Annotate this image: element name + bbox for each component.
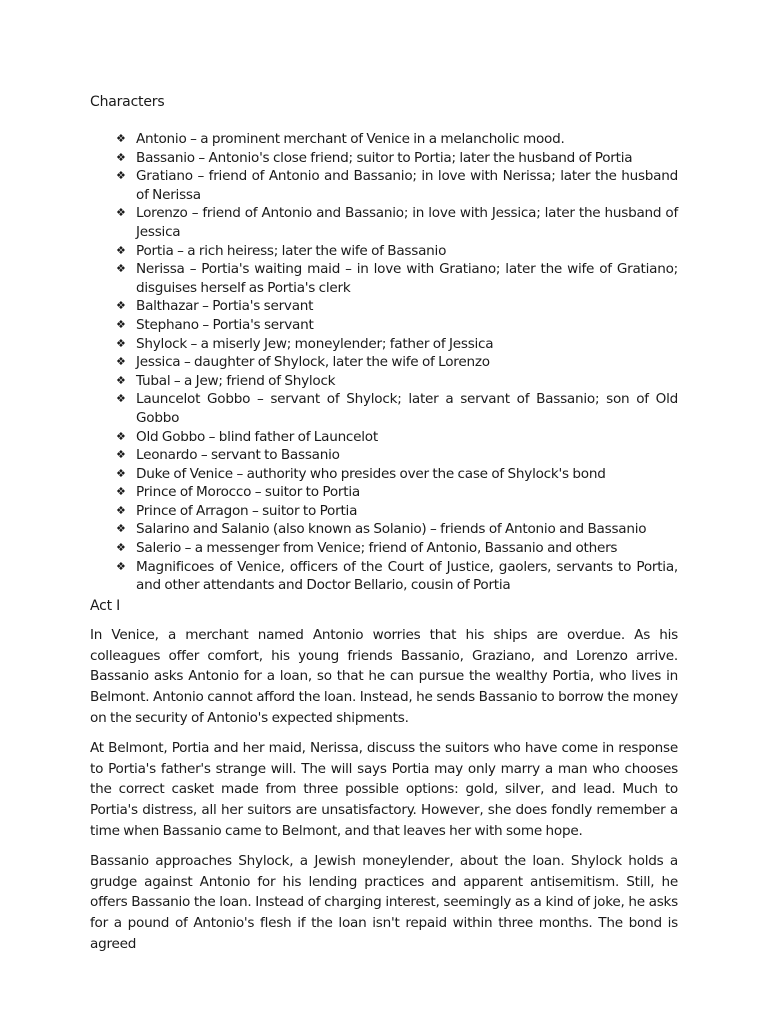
act-1-paragraph: At Belmont, Portia and her maid, Nerissa, discuss the suitors who have come in response to Portia's father's strange will. The will says Portia may only marry a man who chooses the correct casket made from three possible options: gold, silver, and lead. Much to Portia's distress, all her suitors are unsatisfactory. However, she does fondly remember a time when Bassanio came to Belmont, and that leaves her with some hope.: [90, 739, 678, 840]
list-item: [116, 316, 678, 335]
character-description: Jessica – daughter of Shylock, later the wife of Lorenzo: [136, 354, 490, 371]
list-item: [116, 539, 678, 558]
character-list: [90, 130, 678, 595]
character-description: Salerio – a messenger from Venice; friend of Antonio, Bassanio and others: [136, 540, 618, 557]
character-description: Tubal – a Jew; friend of Shylock: [136, 372, 336, 389]
diamond-bullet-icon: ❖: [116, 206, 126, 220]
character-description: Portia – a rich heiress; later the wife of Bassanio: [136, 242, 447, 259]
diamond-bullet-icon: ❖: [116, 429, 126, 443]
character-description: Launcelot Gobbo – servant of Shylock; later a servant of Bassanio; son of Old Gobbo: [136, 391, 678, 426]
act-1-heading: Act I: [90, 597, 121, 614]
diamond-bullet-icon: ❖: [116, 522, 126, 536]
character-description: Lorenzo – friend of Antonio and Bassanio; in love with Jessica; later the husband of Jessica: [136, 205, 678, 240]
list-item: [116, 149, 678, 168]
character-description: Shylock – a miserly Jew; moneylender; father of Jessica: [136, 335, 494, 352]
characters-heading: Characters: [90, 94, 165, 110]
diamond-bullet-icon: ❖: [116, 541, 126, 555]
list-item: [116, 204, 678, 241]
character-description: Duke of Venice – authority who presides over the case of Shylock's bond: [136, 465, 606, 482]
diamond-bullet-icon: ❖: [116, 169, 126, 183]
diamond-bullet-icon: ❖: [116, 448, 126, 462]
diamond-bullet-icon: ❖: [116, 150, 126, 164]
list-item: [116, 446, 678, 465]
list-item: [116, 428, 678, 447]
act-1-paragraph: In Venice, a merchant named Antonio worries that his ships are overdue. As his colleagues offer comfort, his young friends Bassanio, Graziano, and Lorenzo arrive. Bassanio asks Antonio for a loan, so that he can pursue the wealthy Portia, who lives in Belmont. Antonio cannot afford the loan. Instead, he sends Bassanio to borrow the money on the security of Antonio's expected shipments.: [90, 626, 678, 727]
diamond-bullet-icon: ❖: [116, 262, 126, 276]
character-description: Leonardo – servant to Bassanio: [136, 447, 340, 464]
diamond-bullet-icon: ❖: [116, 466, 126, 480]
diamond-bullet-icon: ❖: [116, 317, 126, 331]
character-description: Nerissa – Portia's waiting maid – in love with Gratiano; later the wife of Gratiano; disguises herself as Portia's clerk: [136, 261, 678, 296]
list-item: [116, 465, 678, 484]
list-item: [116, 130, 678, 149]
list-item: [116, 483, 678, 502]
character-description: Old Gobbo – blind father of Launcelot: [136, 428, 378, 445]
diamond-bullet-icon: ❖: [116, 336, 126, 350]
character-description: Balthazar – Portia's servant: [136, 298, 314, 315]
act-1-paragraph: Bassanio approaches Shylock, a Jewish moneylender, about the loan. Shylock holds a grudge against Antonio for his lending practices and apparent antisemitism. Still, he offers Bassanio the loan. Instead of charging interest, seemingly as a kind of joke, he asks for a pound of Antonio's flesh if the loan isn't repaid within three months. The bond is agreed: [90, 852, 678, 952]
character-description: Prince of Morocco – suitor to Portia: [136, 484, 360, 501]
list-item: [116, 297, 678, 316]
list-item: [116, 167, 678, 204]
character-description: Prince of Arragon – suitor to Portia: [136, 502, 358, 519]
character-description: Stephano – Portia's servant: [136, 316, 314, 333]
list-item: [116, 335, 678, 354]
character-description: Gratiano – friend of Antonio and Bassanio; in love with Nerissa; later the husband of Nerissa: [136, 168, 678, 203]
diamond-bullet-icon: ❖: [116, 355, 126, 369]
list-item: [116, 372, 678, 391]
list-item: [116, 260, 678, 297]
diamond-bullet-icon: ❖: [116, 299, 126, 313]
diamond-bullet-icon: ❖: [116, 559, 126, 573]
list-item: [116, 558, 678, 595]
character-description: Antonio – a prominent merchant of Venice in a melancholic mood.: [136, 131, 565, 147]
list-item: [116, 390, 678, 427]
diamond-bullet-icon: ❖: [116, 373, 126, 387]
diamond-bullet-icon: ❖: [116, 392, 126, 406]
list-item: [116, 520, 678, 539]
character-description: Bassanio – Antonio's close friend; suitor to Portia; later the husband of Portia: [136, 149, 633, 166]
diamond-bullet-icon: ❖: [116, 132, 126, 145]
list-item: [116, 502, 678, 521]
document-page: [90, 92, 678, 964]
character-description: Magnificoes of Venice, officers of the Court of Justice, gaolers, servants to Portia, and other attendants and Doctor Bellario, cousin of Portia: [136, 558, 678, 594]
list-item: [116, 353, 678, 372]
diamond-bullet-icon: ❖: [116, 503, 126, 517]
diamond-bullet-icon: ❖: [116, 243, 126, 257]
character-description: Salarino and Salanio (also known as Solanio) – friends of Antonio and Bassanio: [136, 521, 647, 538]
diamond-bullet-icon: ❖: [116, 485, 126, 499]
list-item: [116, 242, 678, 261]
